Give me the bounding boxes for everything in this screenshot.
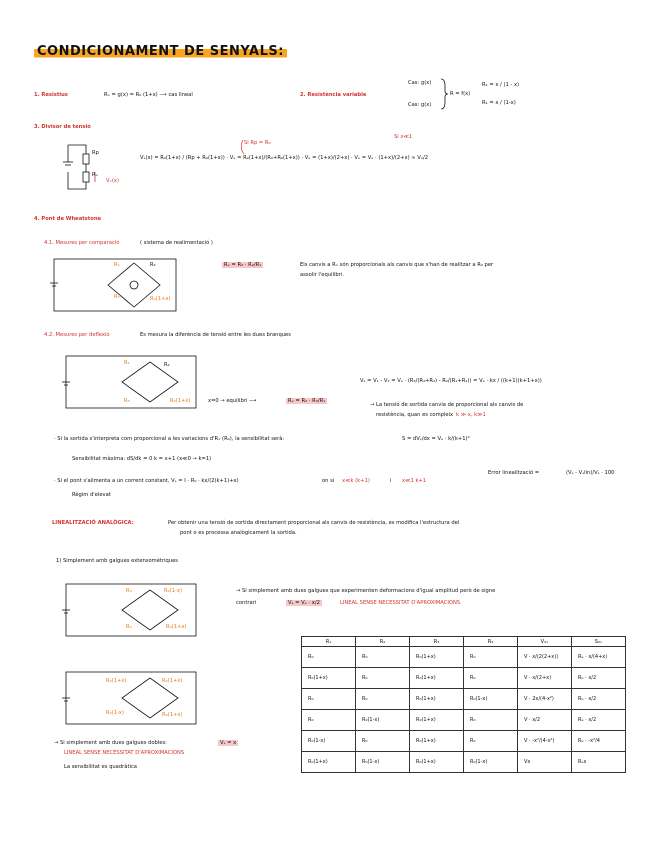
linearization-desc-1: Per obtenir una tensió de sortida directament proporcional als canvis de resistència, es modifica l'estructura del xyxy=(168,520,460,526)
table-cell: Rₑ · x/2 xyxy=(572,689,626,710)
section-42-desc: Es mesura la diferència de tensió entre les dues branques xyxy=(140,332,291,338)
current-supply-and: i xyxy=(390,478,392,484)
section-2-formula1: R₁ = x / (1 - x) xyxy=(482,82,520,88)
section-1-formula: Rₓ = g(x) = R₀ (1+x) ⟶ cas lineal xyxy=(104,92,193,98)
table-row xyxy=(302,731,626,752)
table-cell: R₀ xyxy=(356,647,410,668)
table-cell: R₀(1-x) xyxy=(356,752,410,773)
linearization-error: Error linealització = xyxy=(488,470,540,476)
section-2-formula2: R₁ = x / (1-x) xyxy=(482,100,516,106)
section-41-paren: ( sistema de realimentació ) xyxy=(140,240,213,246)
table-header: R₃ xyxy=(410,637,464,647)
table-cell: R₀(1+x) xyxy=(302,668,356,689)
section-2-heading: 2. Resistència variable xyxy=(300,92,367,98)
gauge-label-4: R₀(1-x) xyxy=(106,710,124,716)
divider-note: Si Rp = R₀ xyxy=(244,140,271,146)
comparison-formula: Rₓ = R₃ · R₂/R₁ xyxy=(224,262,262,268)
arrow-icon xyxy=(238,138,248,156)
gauge-label-3: R₀(1+x) xyxy=(106,678,127,684)
gauges-formula: Vₛ = Vₑ · x/2 xyxy=(288,600,320,606)
divider-side-note: Si x≪1 xyxy=(394,134,413,140)
deflection-note-condition: k ≫ x, k≫1 xyxy=(456,412,486,418)
table-cell: R₀ xyxy=(464,710,518,731)
double-gauges-desc: → Si simplement amb dues galgues dobles: xyxy=(54,740,167,746)
sensitivity-bullet: · Si la sortida s'interpreta com proporcional a les variacions d'Rₓ (R₀), la sensibilitat serà: xyxy=(54,436,285,442)
comparison-desc-1: Els canvis a Rₓ són proporcionals als canvis que s'han de realitzar a R₃ per xyxy=(300,262,494,268)
sensitivity-formula: S = dVₛ/dx = Vₑ · k/(k+1)² xyxy=(402,436,470,442)
linearization-error-formula: (Vₛ - Vₛlin)/Vₛ · 100 xyxy=(566,470,615,476)
table-cell: Vx xyxy=(518,752,572,773)
comparison-desc-2: assolir l'equilibri. xyxy=(300,272,344,278)
vx-label: Vₓ(x) xyxy=(106,178,119,184)
table-cell: R₀ xyxy=(464,731,518,752)
table-cell: R₀(1+x) xyxy=(410,668,464,689)
rx-label: Rₓ xyxy=(92,172,98,178)
current-supply-if: on si xyxy=(322,478,335,484)
table-cell: R₀(1-x) xyxy=(464,752,518,773)
table-cell: V · -x²/(4-x²) xyxy=(518,731,572,752)
table-cell: V · x/(2(2+x)) xyxy=(518,647,572,668)
section-2-function: R = f(x) xyxy=(450,91,471,97)
section-1-heading: 1. Resistius xyxy=(34,92,68,98)
deflection-equilibrium-formula: Rₓ = R₂ · R₃/R₁ xyxy=(288,398,326,404)
table-cell: Rₑ · x/2 xyxy=(572,668,626,689)
gauges-desc-1: → Si simplement amb dues galgues que experimenten deformacions d'igual amplitud però de signe xyxy=(236,588,496,594)
section-41-heading: 4.1. Mesures per comparació xyxy=(44,240,120,246)
table-cell: R₀ xyxy=(464,647,518,668)
table-cell: Rₑ · x/2 xyxy=(572,710,626,731)
table-row xyxy=(302,710,626,731)
table-cell: R₀ xyxy=(464,668,518,689)
gauges-linear-note: LINEAL SENSE NECESSITAT D'APROXIMACIONS xyxy=(340,600,461,606)
deflection-formula: Vₛ = V₁ - V₂ = Vₑ · (R₃/(R₃+R₄) - R₂/(R₁+R₂)) = Vₑ · kx / ((k+1)(k+1+x)) xyxy=(360,378,542,384)
table-header: S₂ₓ xyxy=(572,637,626,647)
table-cell: R₀ xyxy=(356,731,410,752)
table-cell: R₀ xyxy=(302,710,356,731)
table-cell: R₀ xyxy=(356,689,410,710)
current-supply-cond-1: x≪k (k+1) xyxy=(342,478,370,484)
table-cell: R₀ xyxy=(356,668,410,689)
brace-icon xyxy=(440,78,448,110)
gauges-desc-2: contrari xyxy=(236,600,257,606)
section-3-heading: 3. Divisor de tensió xyxy=(34,124,91,130)
double-gauges-formula: Vₛ = x xyxy=(220,740,237,746)
deflection-equilibrium: x=0 → equilibri ⟶ xyxy=(208,398,257,404)
table-cell: V · x/2 xyxy=(518,710,572,731)
table-cell: Rₑ · x/(4+x) xyxy=(572,647,626,668)
table-header: V₂ₓ xyxy=(518,637,572,647)
current-supply-cond-2: x≪1 k+1 xyxy=(402,478,427,484)
table-row xyxy=(302,752,626,773)
rp-label: Rp xyxy=(92,150,99,156)
table-cell: R₀(1+x) xyxy=(302,752,356,773)
section-2-case1: Cas: g(x) xyxy=(408,80,432,86)
section-2-case2: Cas: g(x) xyxy=(408,102,432,108)
table-row xyxy=(302,668,626,689)
gauge-label-1: R₀(1-x) xyxy=(164,588,182,594)
table-row xyxy=(302,689,626,710)
linearization-desc-2: pont o es processa analògicament la sortida. xyxy=(180,530,297,536)
table-cell: R₀(1+x) xyxy=(410,689,464,710)
table-cell: R₀ xyxy=(302,689,356,710)
table-row xyxy=(302,647,626,668)
page-title: CONDICIONAMENT DE SENYALS: xyxy=(34,44,287,59)
table-cell: V · x/(2+x) xyxy=(518,668,572,689)
table-cell: Rₑ · -x²/4 xyxy=(572,731,626,752)
table-header: R₂ xyxy=(356,637,410,647)
table-header: R₁ xyxy=(302,637,356,647)
high-regime: Règim d'elevat xyxy=(72,492,111,498)
double-gauges-linear: LINEAL SENSE NECESSITAT D'APROXIMACIONS xyxy=(64,750,185,756)
table-cell: R₀(1+x) xyxy=(410,710,464,731)
current-supply-bullet: · Si el pont s'alimenta a un corrent constant, Vₛ = I · R₀ · kx/(2(k+1)+x) xyxy=(54,478,239,484)
table-cell: R₀(1+x) xyxy=(410,752,464,773)
section-4-heading: 4. Pont de Wheatstone xyxy=(34,216,102,222)
table-cell: V · 2x/(4-x²) xyxy=(518,689,572,710)
table-cell: R₀(1+x) xyxy=(410,731,464,752)
deflection-note-2: resistència, quan es compleix xyxy=(376,412,454,418)
table-cell: R₀ xyxy=(302,647,356,668)
divider-circuit xyxy=(60,142,120,192)
table-cell: R₀(1-x) xyxy=(464,689,518,710)
deflection-note-1: → La tensió de sortida canvia de proporcional als canvis de xyxy=(370,402,524,408)
table-cell: R₀(1+x) xyxy=(410,647,464,668)
gauge-label-2: R₀(1+x) xyxy=(166,624,187,630)
table-cell: R₀(1-x) xyxy=(356,710,410,731)
table-header: R₄ xyxy=(464,637,518,647)
max-sensitivity: Sensibilitat màxima: dS/dk = 0 k = x+1 (x≪0 → k=1) xyxy=(72,456,212,462)
quadratic-sensitivity: La sensibilitat es quadràtica xyxy=(64,764,137,770)
table-cell: Rₑx xyxy=(572,752,626,773)
linearization-heading: LINEALITZACIÓ ANALÒGICA: xyxy=(52,520,134,526)
section-42-heading: 4.2. Mesures per deflexió xyxy=(44,332,110,338)
divider-formula: Vₛ(x) = R₀(1+x) / (Rp + R₀(1+x)) · Vₑ = R₀(1+x)/(R₀+R₀(1+x)) · Vₑ = (1+x)/(2+x) · Vₑ = Vₑ · (1+x)/(2+x) ≈ Vₑ/2 xyxy=(140,155,429,161)
wheatstone-bridge-double-gauges xyxy=(62,668,202,728)
configurations-table xyxy=(301,636,626,773)
table-cell: R₀(1-x) xyxy=(302,731,356,752)
gauges-heading: 1) Simplement amb galgues extensomètriques xyxy=(56,558,178,564)
